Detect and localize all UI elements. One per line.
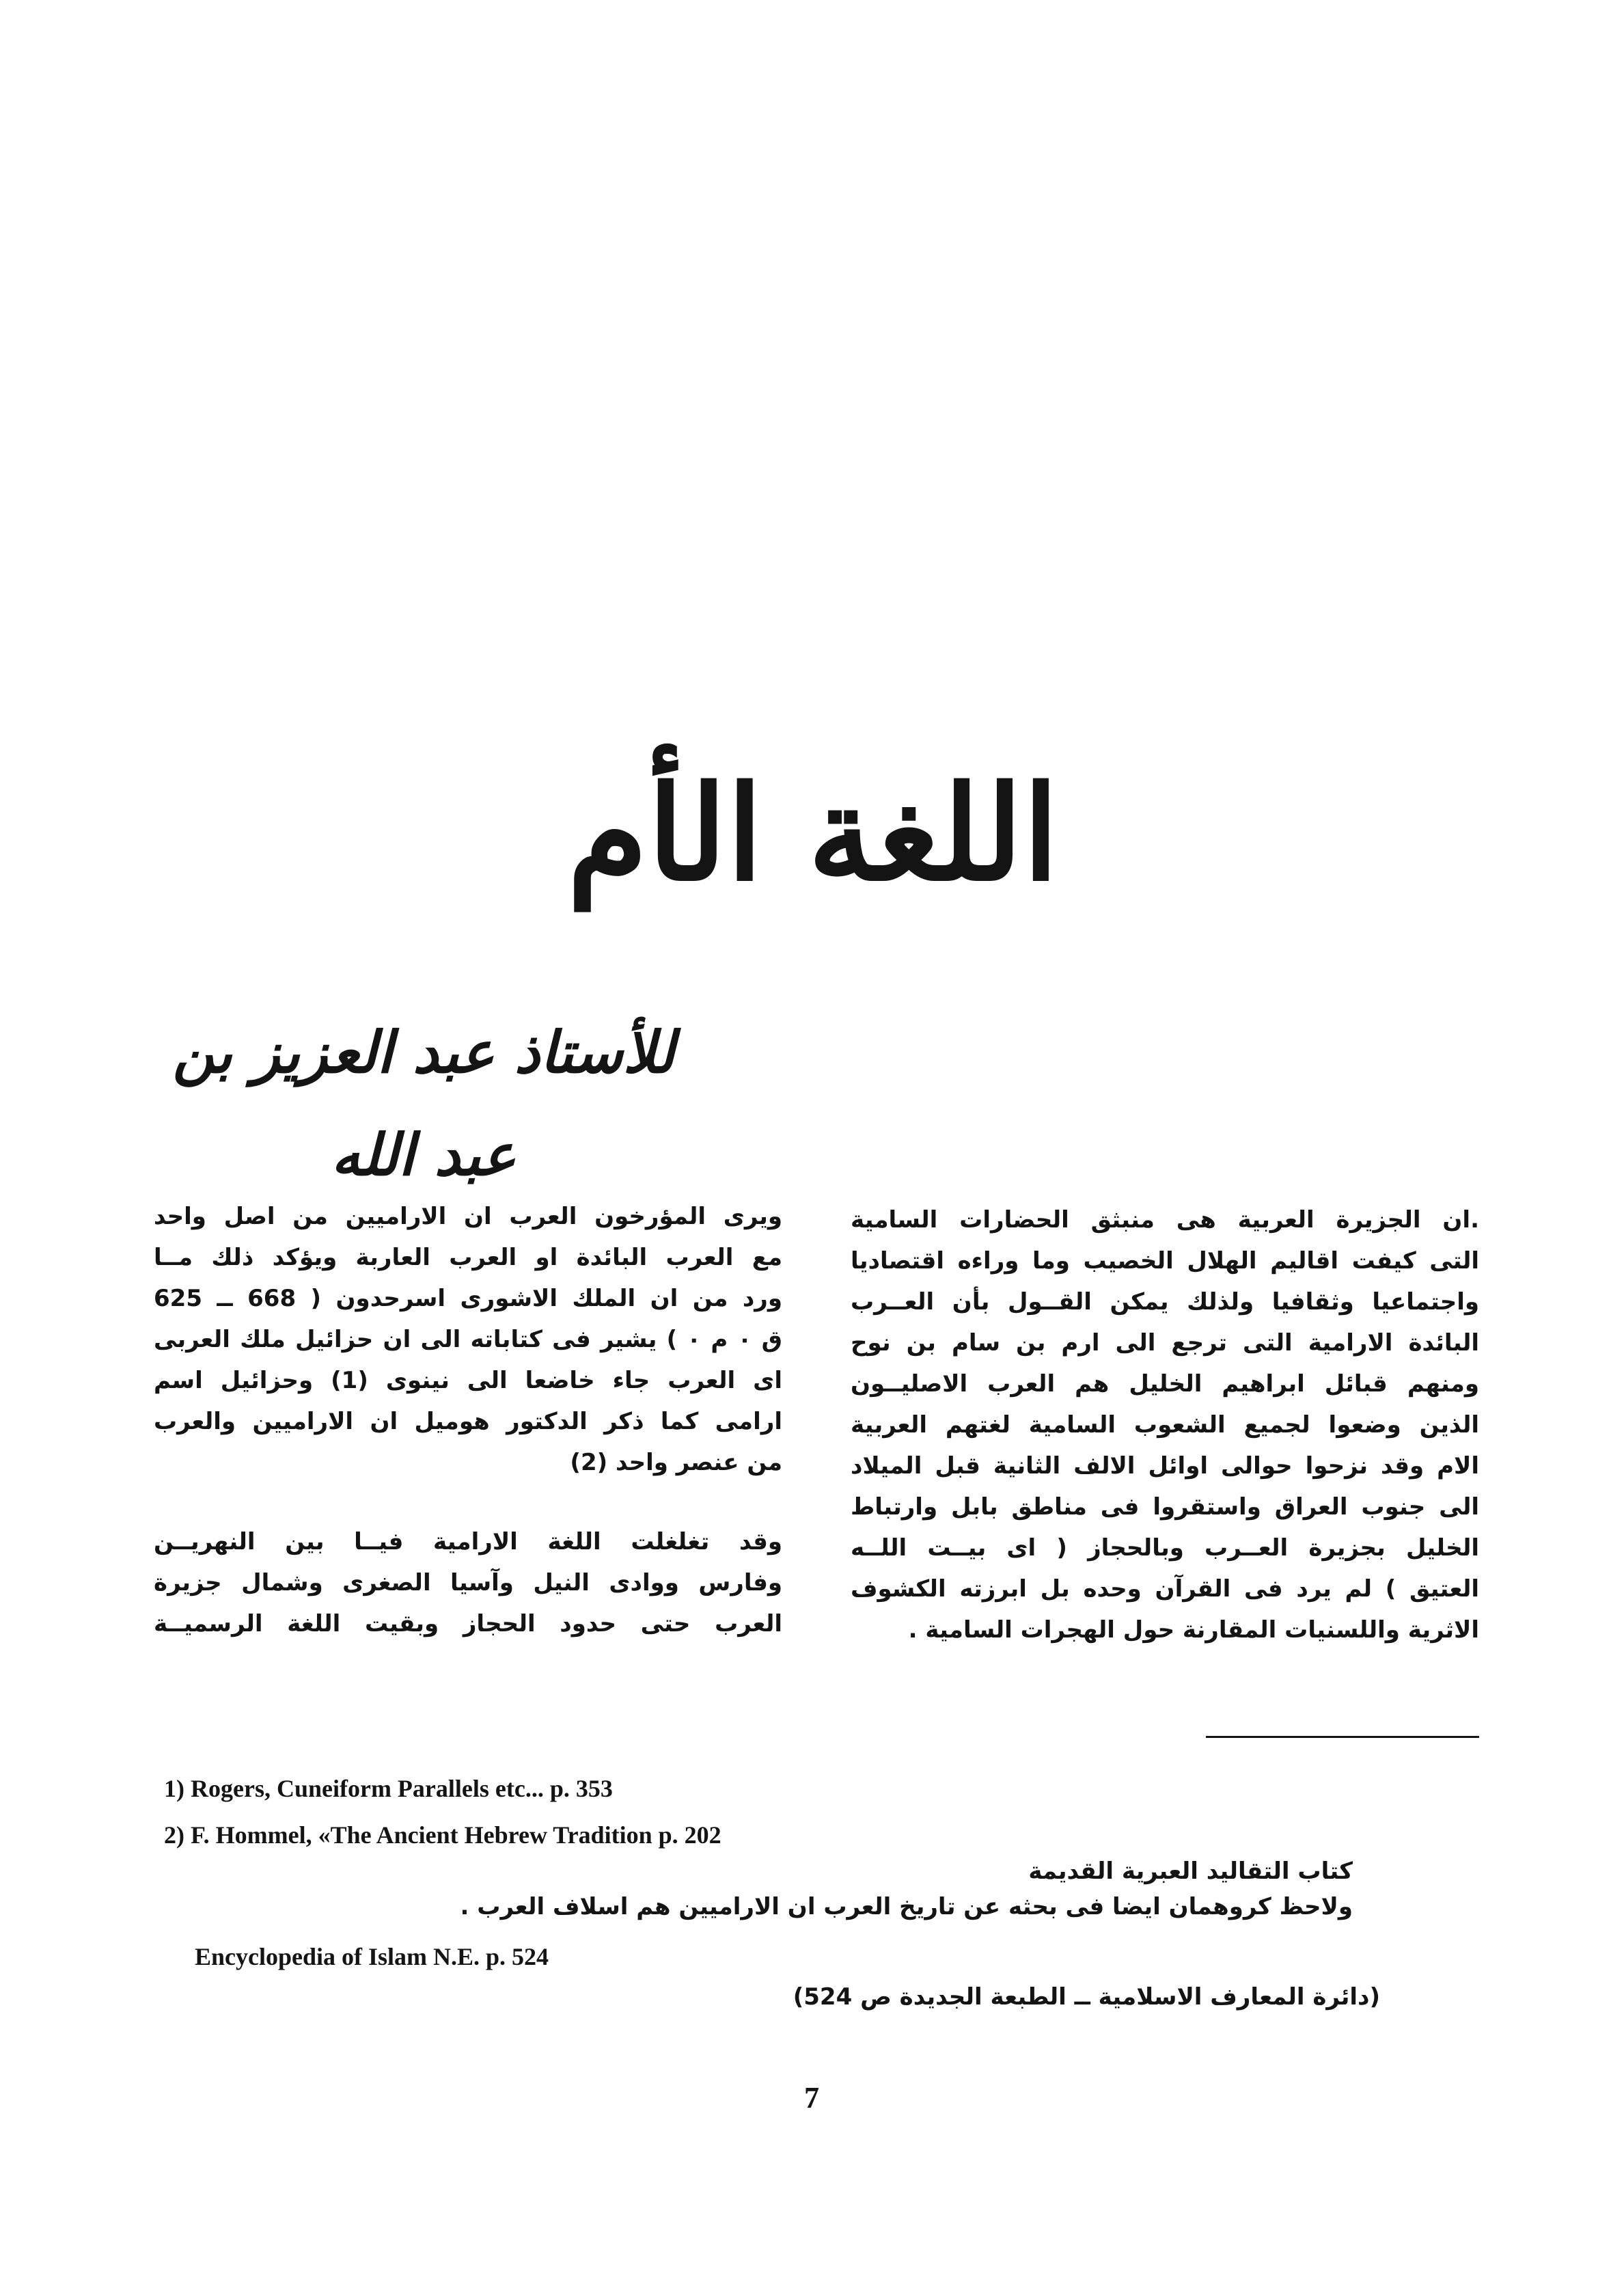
text-line: الام وقد نزحوا حوالى اوائل الالف الثانية قبل الميلاد (851, 1452, 1479, 1480)
text-line: العتيق ) لم يرد فى القرآن وحده بل ابرزته الكشوف (851, 1575, 1479, 1603)
paragraph (154, 1521, 782, 1644)
text-line: الى جنوب العراق واستقروا فى مناطق بابل وارتباط (851, 1493, 1479, 1521)
text-line: ارامى كما ذكر الدكتور هوميل ان الاراميين والعرب (154, 1408, 782, 1435)
text-line: وفارس ووادى النيل وآسيا الصغرى وشمال جزيرة (154, 1569, 782, 1596)
text-line: ق ٠ م ٠ ) يشير فى كتاباته الى ان حزائيل ملك العربى (154, 1326, 782, 1353)
text-line: العرب حتى حدود الحجاز وبقيت اللغة الرسميــة (154, 1610, 782, 1637)
right-column (851, 1199, 1479, 1650)
page-number: 7 (804, 2081, 819, 2115)
text-line: واجتماعيا وثقافيا ولذلك يمكن القــول بأن العــرب (851, 1288, 1479, 1316)
paragraph (851, 1199, 1479, 1650)
text-line: التى كيفت اقاليم الهلال الخصيب وما وراءه اقتصاديا (851, 1247, 1479, 1275)
author-byline: للأستاذ عبد العزيز بن عبد الله (172, 1018, 675, 1188)
text-line: اى العرب جاء خاضعا الى نينوى (1) وحزائيل اسم (154, 1367, 782, 1394)
footnote-2-arabic: كتاب التقاليد العبرية القديمة (1028, 1858, 1353, 1885)
text-line: الاثرية واللسنيات المقارنة حول الهجرات السامية . (908, 1616, 1479, 1644)
text-line: من عنصر واحد (2) (570, 1449, 782, 1476)
text-line: .ان الجزيرة العربية هى منبثق الحضارات السامية (851, 1206, 1479, 1234)
text-line: ومنهم قبائل ابراهيم الخليل هم العرب الاصليــون (851, 1370, 1479, 1398)
article-title: اللغة الأم (567, 757, 1059, 910)
text-line: مع العرب البائدة او العرب العاربة ويؤكد ذلك مــا (154, 1244, 782, 1271)
text-line: ويرى المؤرخون العرب ان الاراميين من اصل واحد (154, 1203, 782, 1230)
footnote-note: ولاحظ كروهمان ايضا فى بحثه عن تاريخ العرب ان الاراميين هم اسلاف العرب . (460, 1893, 1353, 1920)
paragraph (154, 1196, 782, 1483)
footnote-encyclopedia: Encyclopedia of Islam N.E. p. 524 (195, 1943, 549, 1970)
text-line: ورد من ان الملك الاشورى اسرحدون ( 668 ــ 625 (154, 1285, 782, 1312)
footnote-2: 2) F. Hommel, «The Ancient Hebrew Tradition p. 202 (164, 1821, 721, 1849)
text-line: الخليل بجزيرة العــرب وبالحجاز ( اى بيــت اللــه (851, 1534, 1479, 1562)
footnote-separator (1206, 1736, 1479, 1738)
footnote-1: 1) Rogers, Cuneiform Parallels etc... p. 353 (164, 1775, 613, 1802)
text-line: الذين وضعوا لجميع الشعوب السامية لغتهم العربية (851, 1411, 1479, 1439)
footnote-encyclopedia-arabic: (دائرة المعارف الاسلامية ــ الطبعة الجديدة ص 524) (793, 1983, 1380, 2011)
text-line: البائدة الارامية التى ترجع الى ارم بن سام بن نوح (851, 1329, 1479, 1357)
text-line: وقد تغلغلت اللغة الارامية فيــا بين النهريــن (154, 1528, 782, 1555)
left-column (154, 1196, 782, 1644)
